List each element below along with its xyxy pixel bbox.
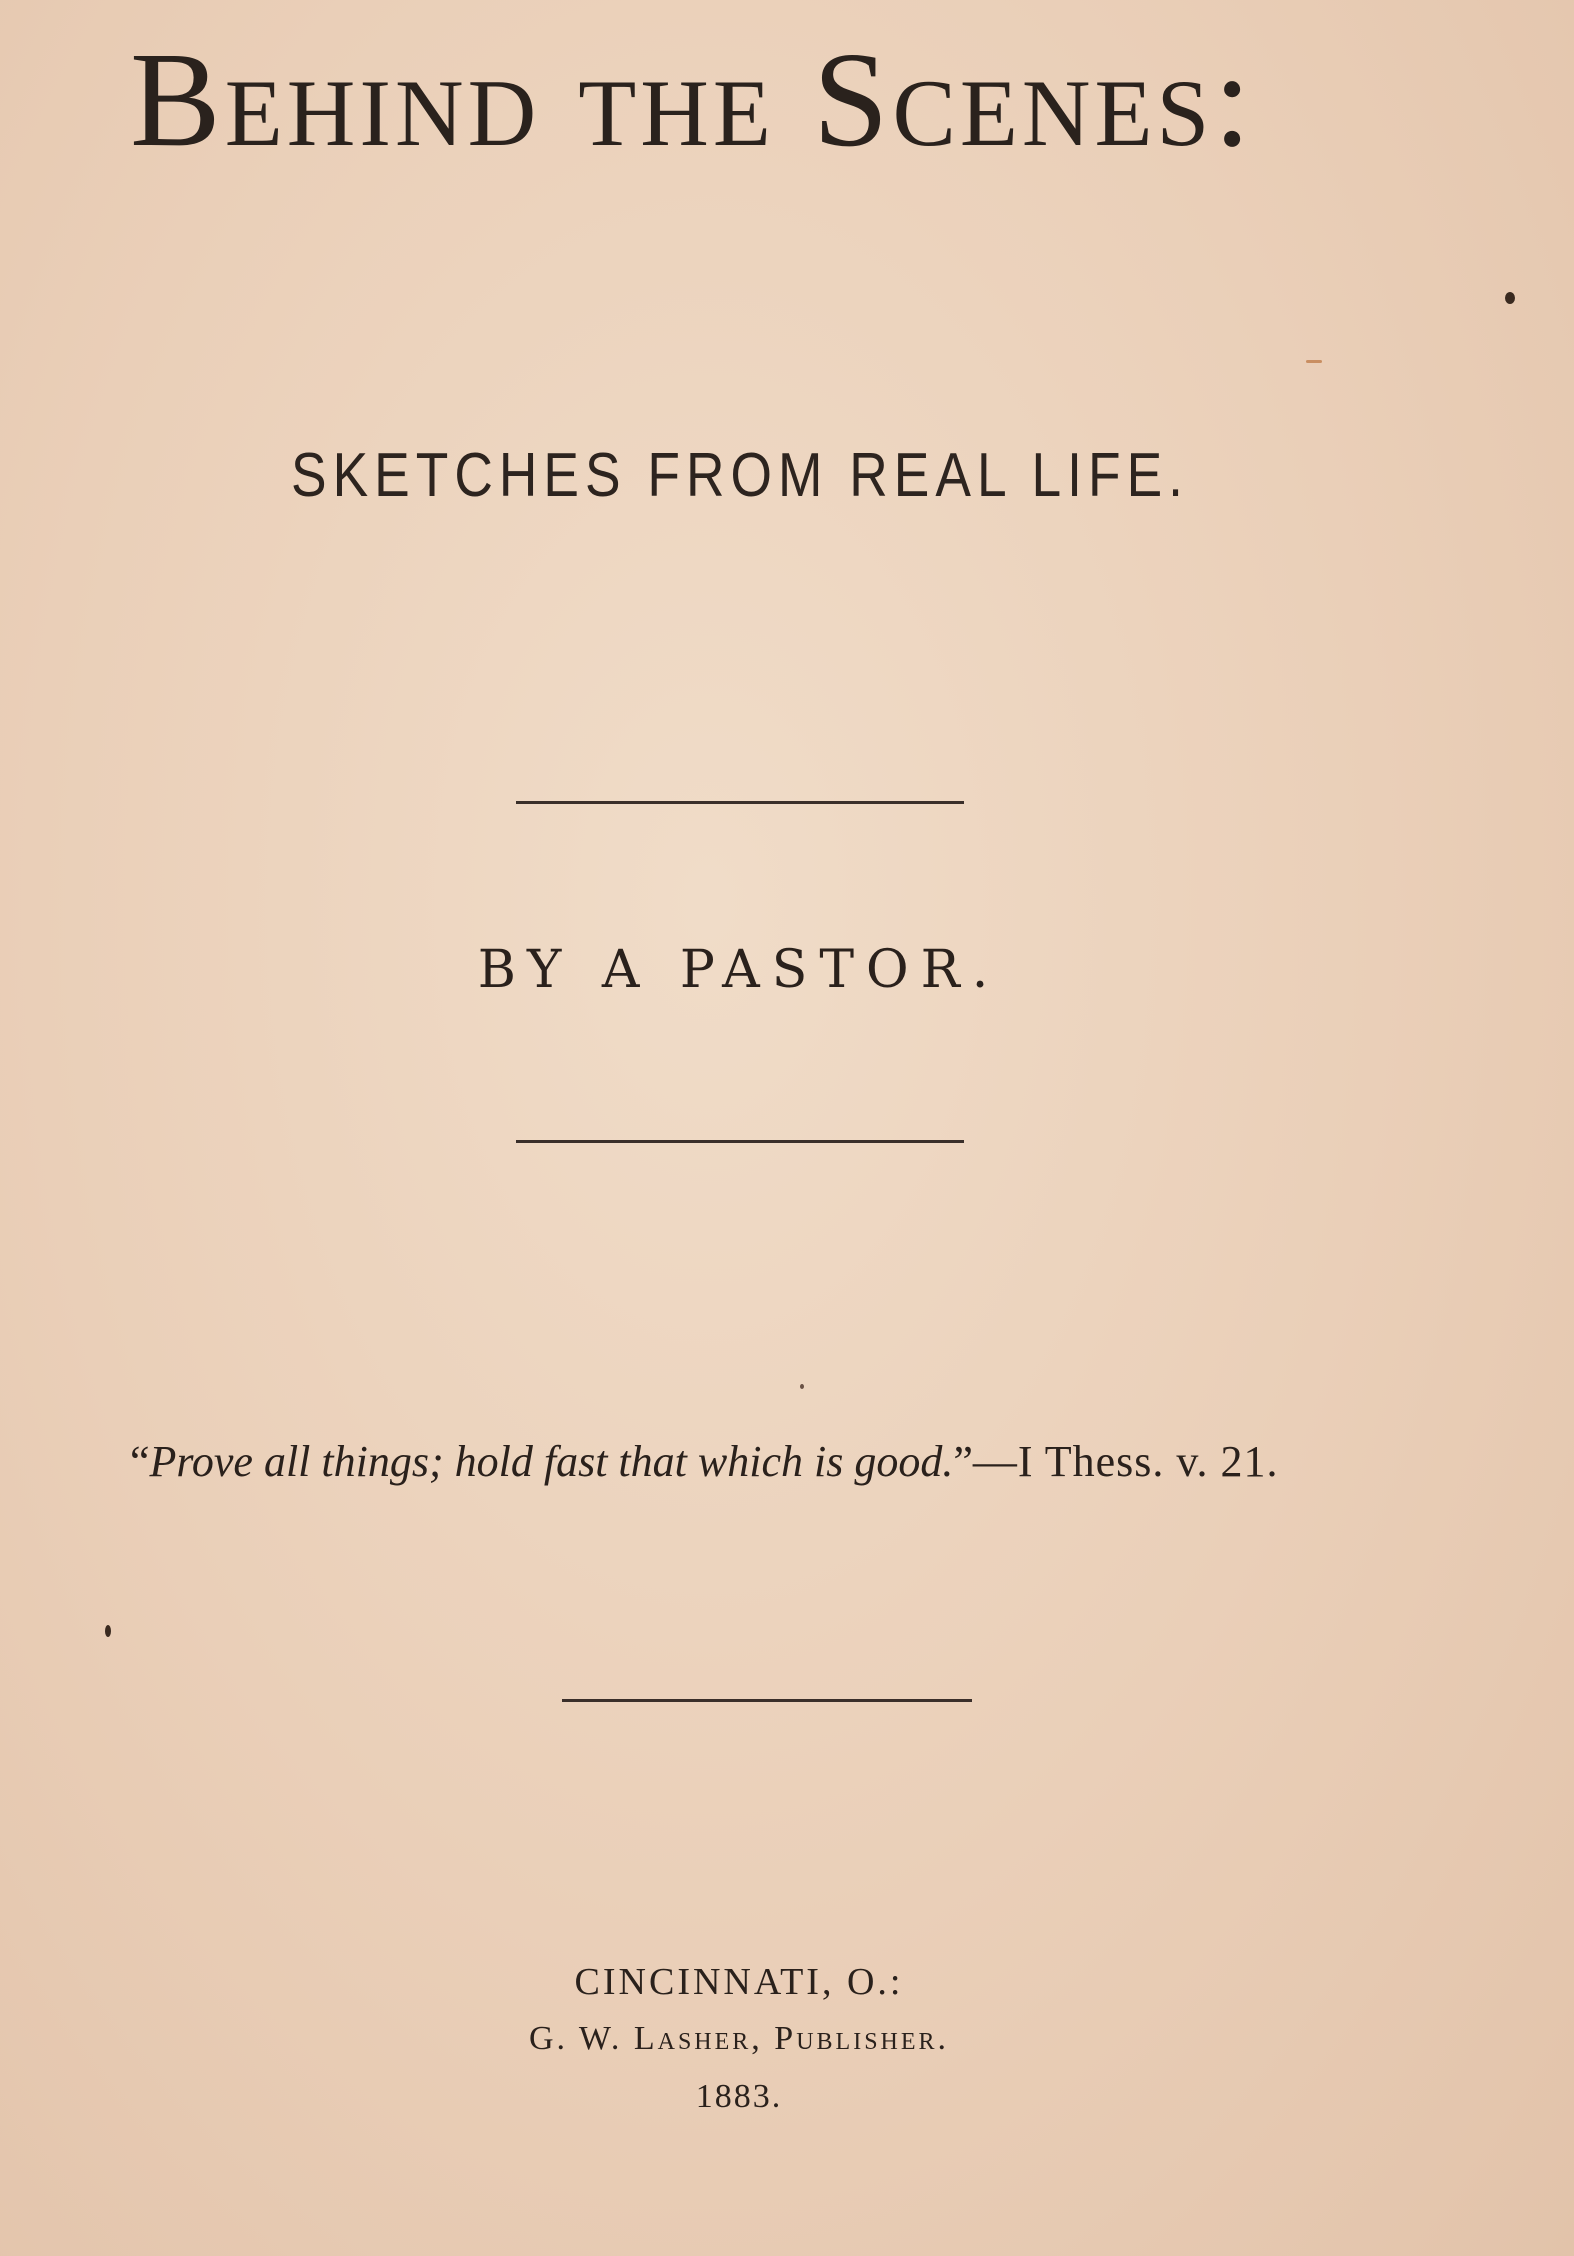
author-byline: BY A PASTOR. bbox=[477, 940, 1001, 1000]
book-title: Behind the Scenes: bbox=[130, 25, 1256, 175]
epigraph-quote: Prove all things; hold fast that which is good. bbox=[149, 1437, 954, 1486]
ink-speck bbox=[1505, 292, 1515, 304]
ink-speck bbox=[105, 1625, 111, 1637]
epigraph-open-quote: “ bbox=[130, 1437, 150, 1486]
divider-rule-top bbox=[516, 801, 964, 804]
paper-stain bbox=[1306, 360, 1322, 363]
imprint-publisher: G. W. Lasher, Publisher. bbox=[528, 2020, 950, 2057]
imprint-year: 1883. bbox=[695, 2078, 783, 2115]
divider-rule-middle bbox=[516, 1140, 964, 1143]
divider-rule-bottom bbox=[562, 1699, 972, 1702]
book-subtitle: SKETCHES FROM REAL LIFE. bbox=[290, 441, 1190, 510]
epigraph-citation: —I Thess. v. 21. bbox=[972, 1437, 1279, 1486]
ink-speck bbox=[800, 1384, 804, 1389]
epigraph bbox=[130, 1436, 1279, 1487]
imprint-city: CINCINNATI, O.: bbox=[574, 1961, 904, 2003]
epigraph-close-quote: ” bbox=[953, 1437, 973, 1486]
